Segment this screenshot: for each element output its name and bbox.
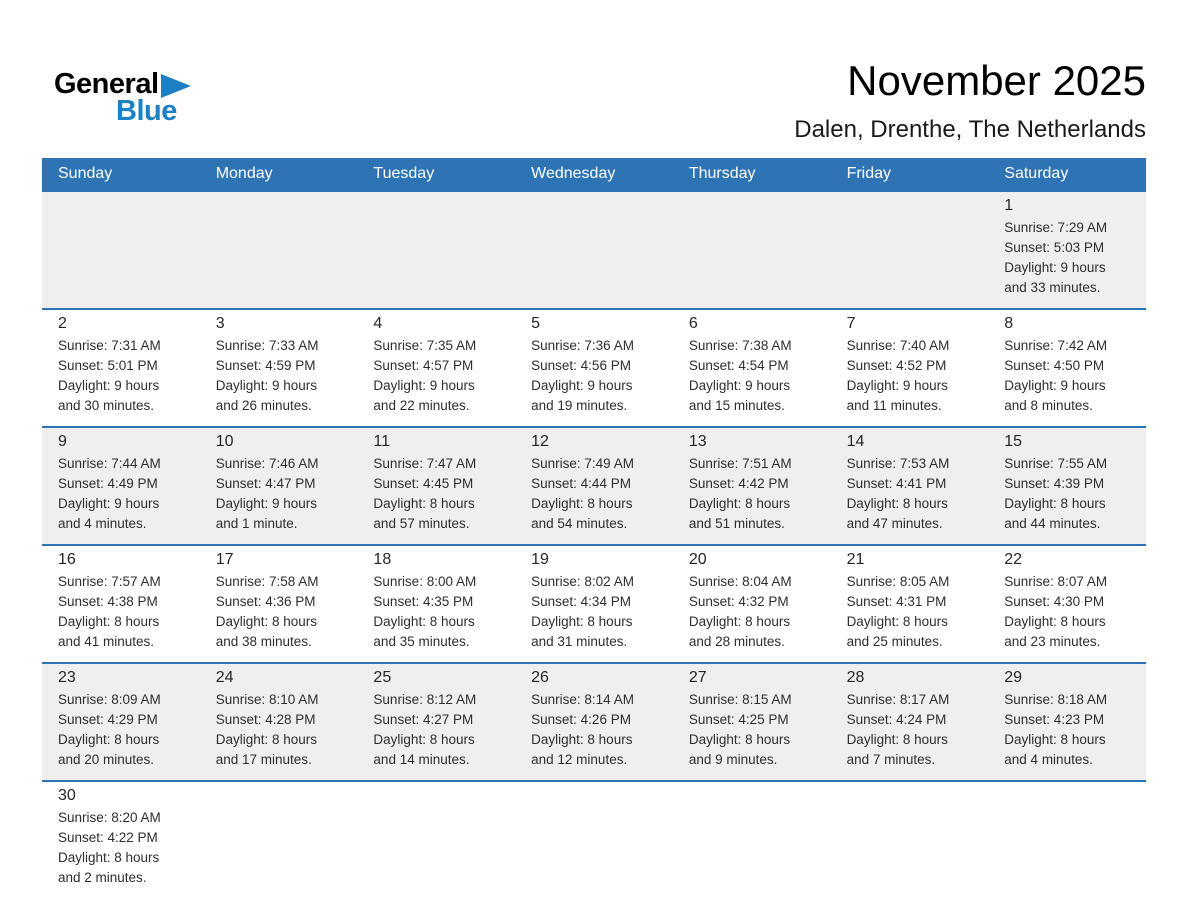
empty-cell xyxy=(831,192,989,308)
day-info-line: Sunrise: 7:49 AM xyxy=(531,456,634,471)
day-info-line: Sunrise: 7:47 AM xyxy=(373,456,477,471)
day-info-line: and 35 minutes. xyxy=(373,634,470,649)
day-info-line: and 4 minutes. xyxy=(1004,752,1093,767)
day-info-line: Sunrise: 7:44 AM xyxy=(58,456,161,471)
empty-cell xyxy=(515,192,673,308)
date-number: 16 xyxy=(58,551,76,568)
date-number: 30 xyxy=(58,787,76,804)
day-cell xyxy=(673,310,831,426)
day-info-line: and 41 minutes. xyxy=(58,634,155,649)
day-info-line: Daylight: 8 hours xyxy=(688,614,791,629)
day-cell xyxy=(988,310,1146,426)
day-info-line: Sunrise: 7:29 AM xyxy=(1004,220,1108,235)
day-info-line: Daylight: 9 hours xyxy=(1004,378,1106,393)
calendar xyxy=(42,158,1146,898)
day-info-line: Daylight: 9 hours xyxy=(846,378,948,393)
date-number: 14 xyxy=(846,433,865,450)
day-cell xyxy=(515,546,673,662)
day-info-line: Daylight: 9 hours xyxy=(688,378,791,393)
location-subtitle: Dalen, Drenthe, The Netherlands xyxy=(794,116,1146,144)
day-header-sunday: Sunday xyxy=(58,165,113,182)
week-row xyxy=(42,190,1146,308)
day-info-line: Daylight: 8 hours xyxy=(688,732,791,747)
day-info-line: Sunset: 4:56 PM xyxy=(531,358,631,373)
day-info-line: Daylight: 8 hours xyxy=(1004,732,1106,747)
day-info-line: Sunset: 4:45 PM xyxy=(373,476,474,491)
day-info-line: Sunrise: 8:20 AM xyxy=(58,810,161,825)
day-info-line: Daylight: 8 hours xyxy=(531,732,633,747)
empty-cell xyxy=(673,782,831,898)
day-cell xyxy=(357,310,515,426)
day-info-line: Daylight: 8 hours xyxy=(373,732,475,747)
date-number: 20 xyxy=(688,551,707,568)
date-number: 18 xyxy=(373,551,392,568)
week-row xyxy=(42,426,1146,544)
date-number: 22 xyxy=(1004,551,1023,568)
day-info-line: Daylight: 8 hours xyxy=(531,496,633,511)
week-row xyxy=(42,662,1146,780)
day-cell xyxy=(988,546,1146,662)
day-info-line: Daylight: 8 hours xyxy=(58,614,160,629)
logo-text-general: General xyxy=(54,68,159,100)
day-info-line: Sunset: 4:39 PM xyxy=(1004,476,1105,491)
day-info-line: and 17 minutes. xyxy=(215,752,312,767)
day-info-line: Daylight: 8 hours xyxy=(531,614,633,629)
day-info-line: Sunrise: 7:35 AM xyxy=(373,338,477,353)
day-header-saturday: Saturday xyxy=(1004,165,1069,182)
day-info-line: Sunset: 4:52 PM xyxy=(846,358,947,373)
title-block xyxy=(794,58,1146,144)
day-info-line: Sunrise: 7:42 AM xyxy=(1004,338,1108,353)
day-cell xyxy=(988,428,1146,544)
logo-text-blue: Blue xyxy=(116,95,177,127)
date-number: 25 xyxy=(373,669,392,686)
week-row xyxy=(42,544,1146,662)
day-cell xyxy=(42,664,200,780)
day-info-line: and 25 minutes. xyxy=(846,634,943,649)
day-info-line: Sunset: 4:59 PM xyxy=(215,358,316,373)
day-info-line: Sunrise: 7:53 AM xyxy=(846,456,950,471)
day-cell xyxy=(42,310,200,426)
day-info-line: Daylight: 8 hours xyxy=(688,496,791,511)
day-info-line: and 8 minutes. xyxy=(1004,398,1093,413)
empty-cell xyxy=(831,782,989,898)
day-cell xyxy=(831,546,989,662)
day-info-line: Sunset: 4:44 PM xyxy=(531,476,631,491)
date-number: 9 xyxy=(58,433,67,450)
day-info-line: and 4 minutes. xyxy=(58,516,147,531)
day-info-line: and 54 minutes. xyxy=(531,516,628,531)
day-cell xyxy=(515,310,673,426)
day-info-line: Sunset: 4:31 PM xyxy=(846,594,947,609)
day-info-line: Sunset: 4:36 PM xyxy=(215,594,316,609)
day-info-line: Sunset: 5:01 PM xyxy=(58,358,158,373)
empty-cell xyxy=(357,192,515,308)
date-number: 5 xyxy=(531,315,541,332)
day-info-line: Sunrise: 7:40 AM xyxy=(846,338,950,353)
day-info-line: Sunrise: 8:07 AM xyxy=(1004,574,1108,589)
day-info-line: Daylight: 9 hours xyxy=(58,378,160,393)
day-cell xyxy=(357,428,515,544)
day-info-line: Daylight: 8 hours xyxy=(58,732,160,747)
day-cell xyxy=(673,428,831,544)
day-info-line: Sunset: 4:26 PM xyxy=(531,712,631,727)
day-info-line: Sunset: 4:54 PM xyxy=(688,358,789,373)
day-info-line: Daylight: 8 hours xyxy=(846,614,948,629)
day-info-line: and 1 minute. xyxy=(215,516,298,531)
day-header-friday: Friday xyxy=(846,165,892,182)
day-info-line: Daylight: 9 hours xyxy=(1004,260,1106,275)
date-number: 24 xyxy=(215,669,234,686)
day-info-line: Sunrise: 7:46 AM xyxy=(215,456,319,471)
date-number: 28 xyxy=(846,669,865,686)
day-info-line: Sunrise: 7:31 AM xyxy=(58,338,161,353)
date-number: 26 xyxy=(531,669,549,686)
date-number: 29 xyxy=(1004,669,1023,686)
day-info-line: Sunrise: 8:18 AM xyxy=(1004,692,1108,707)
day-cell xyxy=(673,664,831,780)
date-number: 8 xyxy=(1004,315,1014,332)
date-number: 13 xyxy=(688,433,707,450)
day-info-line: Daylight: 8 hours xyxy=(373,496,475,511)
day-info-line: Sunset: 4:38 PM xyxy=(58,594,158,609)
day-cell xyxy=(200,428,358,544)
day-info-line: Sunrise: 8:10 AM xyxy=(215,692,319,707)
date-number: 4 xyxy=(373,315,383,332)
date-number: 7 xyxy=(846,315,856,332)
day-info-line: Sunrise: 7:55 AM xyxy=(1004,456,1108,471)
day-info-line: Sunset: 4:22 PM xyxy=(58,830,158,845)
day-info-line: Sunset: 4:30 PM xyxy=(1004,594,1105,609)
day-cell xyxy=(831,428,989,544)
day-info-line: and 30 minutes. xyxy=(58,398,155,413)
day-info-line: Sunrise: 7:51 AM xyxy=(688,456,792,471)
date-number: 12 xyxy=(531,433,549,450)
day-cell xyxy=(515,428,673,544)
day-cell xyxy=(357,664,515,780)
day-cell xyxy=(831,664,989,780)
day-info-line: Sunrise: 8:02 AM xyxy=(531,574,634,589)
day-cell xyxy=(42,782,200,898)
day-info-line: Sunset: 4:41 PM xyxy=(846,476,947,491)
day-info-line: Sunrise: 8:12 AM xyxy=(373,692,477,707)
day-info-line: Sunrise: 8:05 AM xyxy=(846,574,950,589)
day-info-line: Daylight: 9 hours xyxy=(215,496,318,511)
day-header-tuesday: Tuesday xyxy=(373,165,435,182)
empty-cell xyxy=(42,192,200,308)
week-row xyxy=(42,780,1146,898)
day-info-line: and 11 minutes. xyxy=(846,398,942,413)
day-info-line: and 20 minutes. xyxy=(58,752,155,767)
day-info-line: and 26 minutes. xyxy=(215,398,312,413)
page-header xyxy=(42,0,1146,158)
day-info-line: Sunrise: 8:04 AM xyxy=(688,574,792,589)
day-info-line: Sunrise: 8:15 AM xyxy=(688,692,792,707)
day-cell xyxy=(988,664,1146,780)
day-info-line: and 14 minutes. xyxy=(373,752,470,767)
day-info-line: and 31 minutes. xyxy=(531,634,628,649)
day-info-line: Sunrise: 7:57 AM xyxy=(58,574,161,589)
day-header-thursday: Thursday xyxy=(688,165,756,182)
day-info-line: Sunset: 4:23 PM xyxy=(1004,712,1105,727)
day-info-line: Daylight: 8 hours xyxy=(1004,496,1106,511)
day-info-line: Daylight: 8 hours xyxy=(373,614,475,629)
day-cell xyxy=(673,546,831,662)
day-info-line: Sunset: 4:29 PM xyxy=(58,712,158,727)
day-info-line: Sunrise: 8:14 AM xyxy=(531,692,634,707)
empty-cell xyxy=(200,192,358,308)
day-cell xyxy=(831,310,989,426)
day-cell xyxy=(988,192,1146,308)
day-info-line: Sunset: 5:03 PM xyxy=(1004,240,1105,255)
month-title: November 2025 xyxy=(847,57,1146,104)
date-number: 3 xyxy=(215,315,225,332)
day-info-line: Daylight: 8 hours xyxy=(215,732,318,747)
day-info-line: Sunrise: 8:00 AM xyxy=(373,574,477,589)
day-info-line: Sunrise: 8:09 AM xyxy=(58,692,161,707)
day-header-monday: Monday xyxy=(215,165,273,182)
day-info-line: and 51 minutes. xyxy=(688,516,785,531)
day-info-line: Sunrise: 7:36 AM xyxy=(531,338,634,353)
date-number: 15 xyxy=(1004,433,1023,450)
date-number: 27 xyxy=(688,669,707,686)
day-info-line: Sunset: 4:27 PM xyxy=(373,712,474,727)
empty-cell xyxy=(988,782,1146,898)
day-info-line: Daylight: 8 hours xyxy=(846,732,948,747)
day-info-line: and 12 minutes. xyxy=(531,752,628,767)
calendar-weeks xyxy=(42,190,1146,898)
day-info-line: and 7 minutes. xyxy=(846,752,936,767)
day-info-line: Sunset: 4:47 PM xyxy=(215,476,316,491)
day-info-line: Daylight: 8 hours xyxy=(215,614,318,629)
day-info-line: Sunset: 4:24 PM xyxy=(846,712,947,727)
day-info-line: Sunrise: 7:33 AM xyxy=(215,338,319,353)
day-header-wednesday: Wednesday xyxy=(531,165,616,182)
date-number: 11 xyxy=(373,433,391,450)
empty-cell xyxy=(200,782,358,898)
date-number: 21 xyxy=(846,551,865,568)
empty-cell xyxy=(357,782,515,898)
day-info-line: Daylight: 8 hours xyxy=(846,496,948,511)
day-cell xyxy=(200,664,358,780)
day-info-line: Daylight: 9 hours xyxy=(58,496,160,511)
day-cell xyxy=(357,546,515,662)
day-info-line: and 57 minutes. xyxy=(373,516,470,531)
empty-cell xyxy=(673,192,831,308)
day-info-line: and 9 minutes. xyxy=(688,752,778,767)
day-info-line: Sunset: 4:25 PM xyxy=(688,712,789,727)
day-info-line: and 2 minutes. xyxy=(58,870,147,885)
day-info-line: Sunset: 4:32 PM xyxy=(688,594,789,609)
day-info-line: Sunset: 4:50 PM xyxy=(1004,358,1105,373)
empty-cell xyxy=(515,782,673,898)
day-info-line: and 33 minutes. xyxy=(1004,280,1101,295)
day-info-line: and 28 minutes. xyxy=(688,634,785,649)
date-number: 17 xyxy=(215,551,234,568)
day-info-line: and 19 minutes. xyxy=(531,398,628,413)
general-blue-logo xyxy=(42,58,191,126)
day-info-line: Daylight: 8 hours xyxy=(1004,614,1106,629)
date-number: 6 xyxy=(688,315,698,332)
day-info-line: Sunset: 4:42 PM xyxy=(688,476,789,491)
date-number: 2 xyxy=(58,315,67,332)
day-cell xyxy=(42,546,200,662)
day-header-row xyxy=(42,158,1146,190)
date-number: 23 xyxy=(58,669,76,686)
day-info-line: Sunrise: 8:17 AM xyxy=(846,692,950,707)
date-number: 19 xyxy=(531,551,549,568)
day-info-line: and 47 minutes. xyxy=(846,516,943,531)
day-info-line: Sunset: 4:28 PM xyxy=(215,712,316,727)
day-info-line: Sunset: 4:57 PM xyxy=(373,358,474,373)
day-cell xyxy=(515,664,673,780)
day-cell xyxy=(42,428,200,544)
day-cell xyxy=(200,310,358,426)
day-info-line: Daylight: 8 hours xyxy=(58,850,160,865)
day-info-line: and 15 minutes. xyxy=(688,398,785,413)
date-number: 1 xyxy=(1004,197,1014,214)
day-info-line: Sunset: 4:49 PM xyxy=(58,476,158,491)
day-info-line: Sunset: 4:35 PM xyxy=(373,594,474,609)
week-row xyxy=(42,308,1146,426)
day-cell xyxy=(200,546,358,662)
day-info-line: and 22 minutes. xyxy=(373,398,470,413)
day-info-line: and 23 minutes. xyxy=(1004,634,1101,649)
day-info-line: Daylight: 9 hours xyxy=(215,378,318,393)
day-info-line: Sunrise: 7:58 AM xyxy=(215,574,319,589)
day-info-line: Daylight: 9 hours xyxy=(373,378,475,393)
day-info-line: Sunset: 4:34 PM xyxy=(531,594,631,609)
day-info-line: and 38 minutes. xyxy=(215,634,312,649)
day-info-line: Sunrise: 7:38 AM xyxy=(688,338,792,353)
day-info-line: Daylight: 9 hours xyxy=(531,378,633,393)
day-info-line: and 44 minutes. xyxy=(1004,516,1101,531)
date-number: 10 xyxy=(215,433,234,450)
